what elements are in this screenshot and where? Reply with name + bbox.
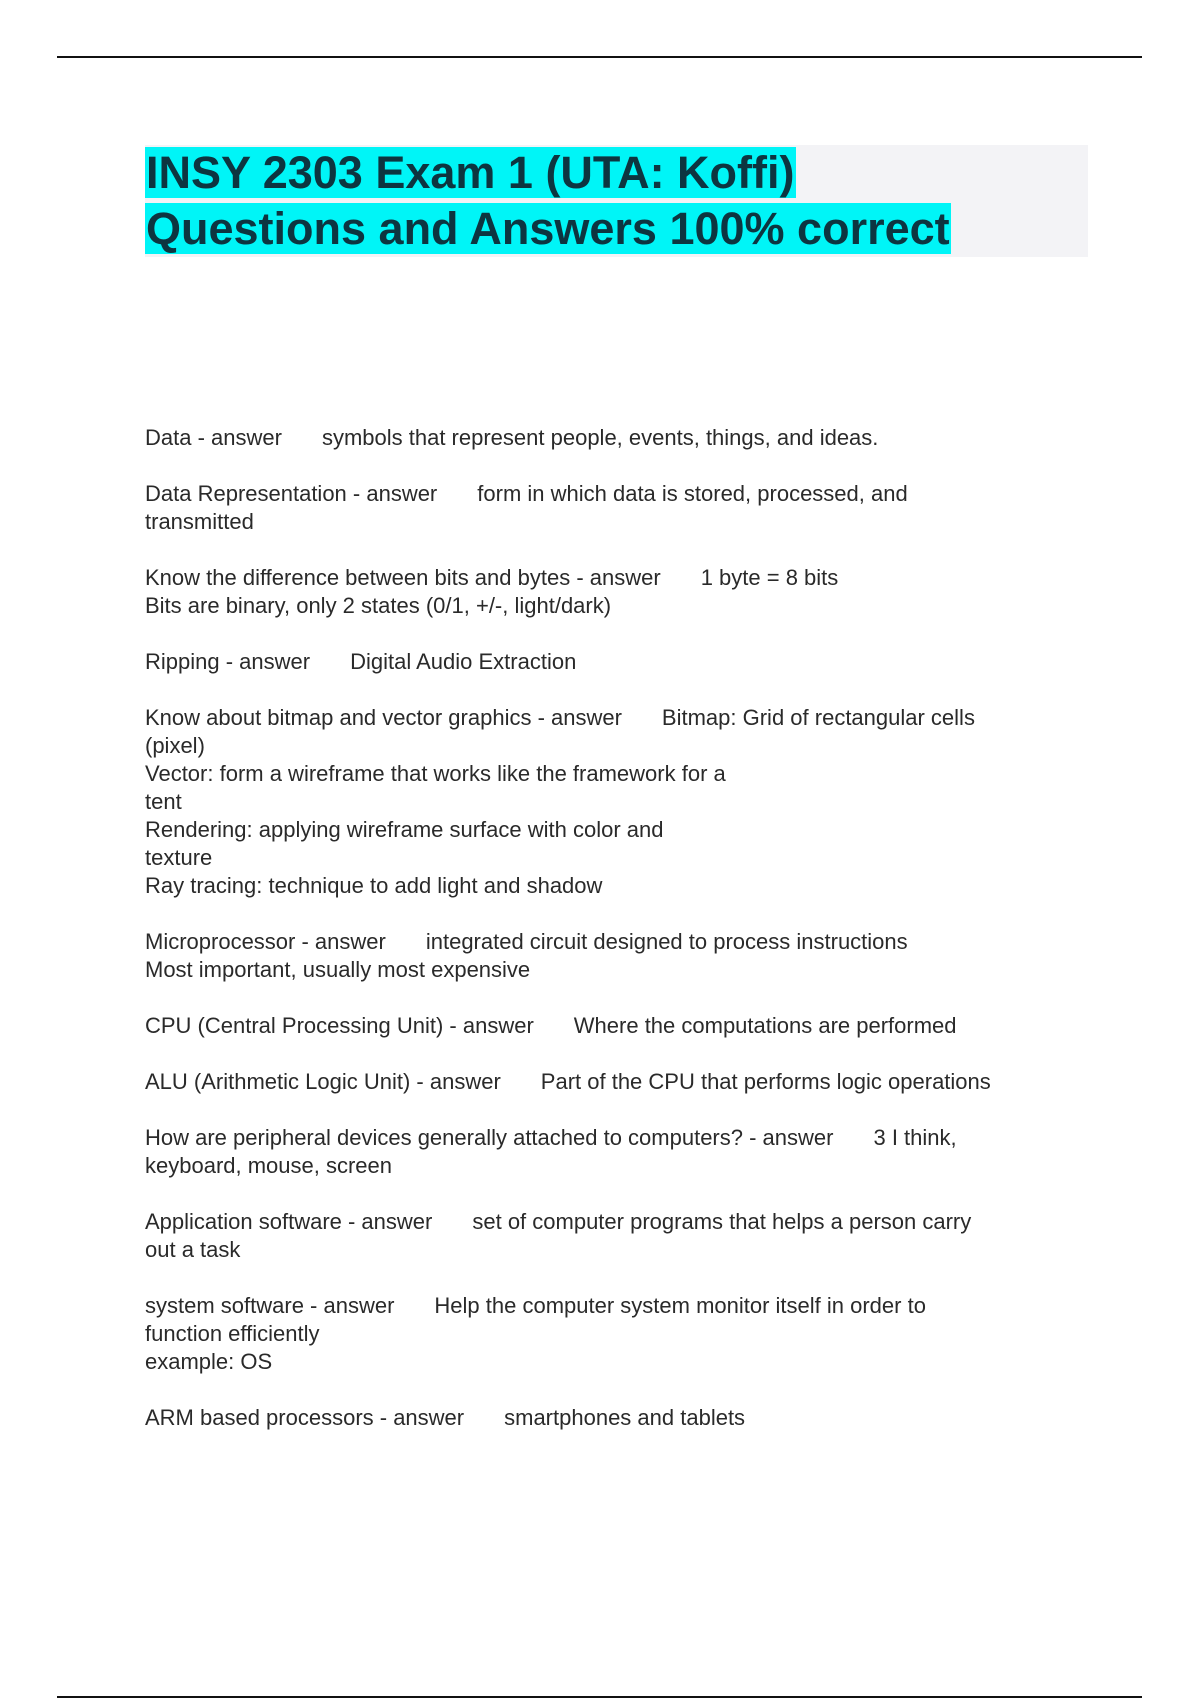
qa-term: Know about bitmap and vector graphics - answer xyxy=(145,705,622,730)
qa-term: Application software - answer xyxy=(145,1209,433,1234)
qa-answer: Bitmap: Grid of rectangular cells (pixel) Vector: form a wireframe that works like the framework for a tent Rendering: applying wireframe surface with color and texture Ray tracing: technique to add light and shadow xyxy=(145,705,975,898)
qa-item xyxy=(145,1292,1085,1376)
qa-item xyxy=(145,928,1085,984)
qa-answer: symbols that represent people, events, things, and ideas. xyxy=(321,425,879,450)
qa-answer: Digital Audio Extraction xyxy=(350,649,577,674)
qa-term: Data - answer xyxy=(145,425,282,450)
qa-term: ARM based processors - answer xyxy=(145,1405,465,1430)
qa-item xyxy=(145,1068,1085,1096)
qa-item xyxy=(145,648,1085,676)
qa-answer: integrated circuit designed to process instructions Most important, usually most expensive xyxy=(145,929,908,982)
qa-answer: form in which data is stored, processed, and transmitted xyxy=(145,481,908,534)
qa-item xyxy=(145,424,1085,452)
qa-list xyxy=(145,424,1085,1460)
qa-term: CPU (Central Processing Unit) - answer xyxy=(145,1013,534,1038)
qa-term: system software - answer xyxy=(145,1293,395,1318)
qa-answer: Help the computer system monitor itself in order to function efficiently example: OS xyxy=(145,1293,926,1374)
qa-term: Know the difference between bits and bytes - answer xyxy=(145,565,661,590)
document-title xyxy=(145,145,1088,257)
title-line-2 xyxy=(145,201,951,257)
qa-answer: Where the computations are performed xyxy=(573,1013,957,1038)
title-line-1-text: INSY 2303 Exam 1 (UTA: Koffi) xyxy=(146,147,795,198)
qa-item xyxy=(145,1208,1085,1264)
qa-term: Ripping - answer xyxy=(145,649,311,674)
qa-answer: Part of the CPU that performs logic operations xyxy=(540,1069,991,1094)
qa-term: Microprocessor - answer xyxy=(145,929,386,954)
qa-answer: smartphones and tablets xyxy=(504,1405,746,1430)
qa-term: How are peripheral devices generally attached to computers? - answer xyxy=(145,1125,834,1150)
page-top-rule xyxy=(57,56,1142,58)
qa-term: ALU (Arithmetic Logic Unit) - answer xyxy=(145,1069,501,1094)
qa-answer: 1 byte = 8 bits Bits are binary, only 2 states (0/1, +/-, light/dark) xyxy=(145,565,839,618)
page-bottom-rule xyxy=(57,1696,1142,1698)
qa-answer: 3 I think, keyboard, mouse, screen xyxy=(145,1125,957,1178)
qa-item xyxy=(145,1012,1085,1040)
title-line-2-text: Questions and Answers 100% correct xyxy=(146,203,950,254)
qa-item xyxy=(145,704,1085,900)
qa-item xyxy=(145,1124,1085,1180)
qa-item xyxy=(145,480,1085,536)
qa-term: Data Representation - answer xyxy=(145,481,438,506)
title-line-1 xyxy=(145,145,796,201)
qa-item xyxy=(145,1404,1085,1432)
qa-item xyxy=(145,564,1085,620)
qa-answer: set of computer programs that helps a person carry out a task xyxy=(145,1209,972,1262)
